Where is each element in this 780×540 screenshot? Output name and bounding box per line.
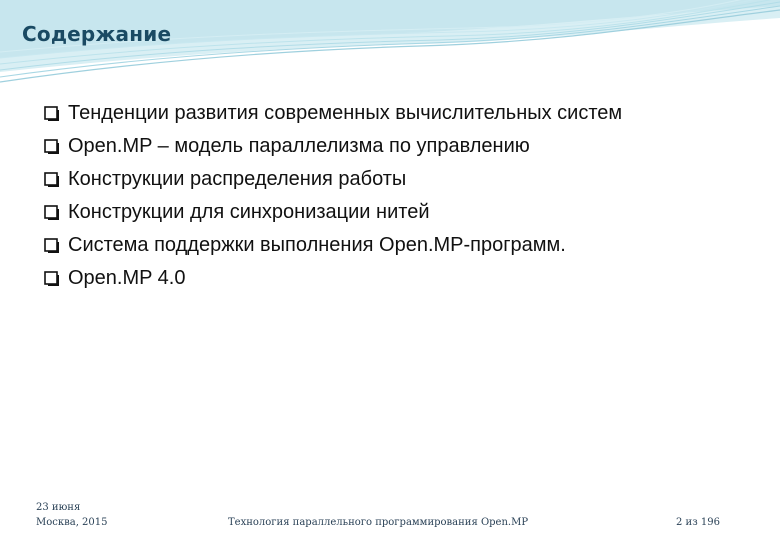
bullet-item [44,163,622,196]
bullet-text: Open.MP – модель параллелизма по управлению [68,135,530,157]
bullet-text: Тенденции развития современных вычислительных систем [68,102,623,124]
checkbox-bullet-icon [44,205,59,220]
checkbox-bullet-icon [44,172,59,187]
checkbox-bullet-icon [44,238,59,253]
bullet-item [44,229,622,262]
bullet-text: Система поддержки выполнения Open.MP-программ. [68,234,566,256]
bullet-list [44,97,622,295]
footer-page-number: 2 из 196 [676,517,720,528]
checkbox-bullet-icon [44,271,59,286]
bullet-text: Конструкции распределения работы [68,168,407,190]
checkbox-bullet-icon [44,139,59,154]
bullet-item [44,196,622,229]
footer-course-title: Технология параллельного программирования Open.MP [228,517,529,528]
bullet-item [44,97,622,130]
footer-date: 23 июня [36,502,81,513]
checkbox-bullet-icon [44,106,59,121]
bullet-item [44,130,622,163]
slide-title: Содержание [22,22,172,46]
footer-date-location [36,500,108,530]
bullet-item [44,262,622,295]
bullet-text: Конструкции для синхронизации нитей [68,201,430,223]
footer-place: Москва, 2015 [36,517,108,528]
bullet-text: Open.MP 4.0 [68,267,186,289]
